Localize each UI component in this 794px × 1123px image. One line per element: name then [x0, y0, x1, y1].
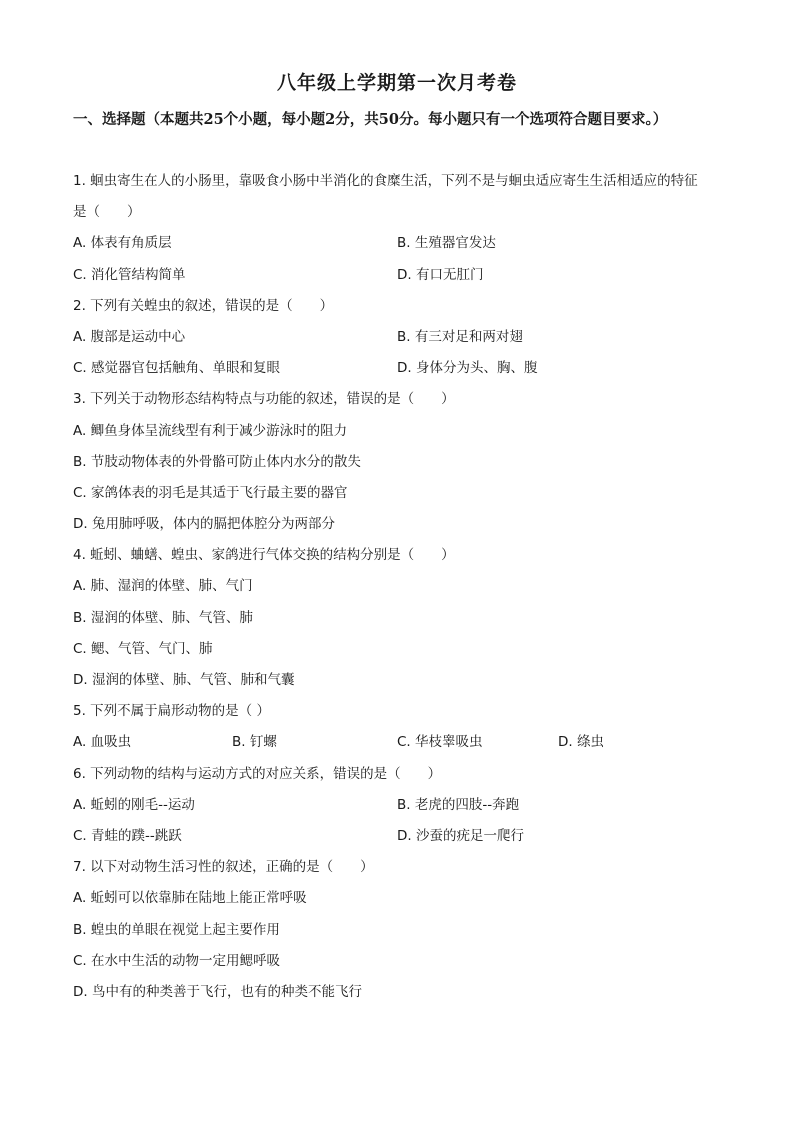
option-a: A. 体表有角质层 — [73, 235, 172, 252]
question-2-options-row-1 — [73, 322, 723, 353]
question-5-options-row — [73, 727, 723, 758]
option-c: C. 消化管结构简单 — [73, 266, 186, 283]
option-c: C. 鳃、气管、气门、肺 — [73, 640, 213, 657]
option-d: D. 沙蚕的疣足一爬行 — [397, 827, 524, 844]
option-a: A. 血吸虫 — [73, 734, 132, 751]
question-7-stem: 7. 以下对动物生活习性的叙述，正确的是（ ） — [73, 859, 374, 876]
question-6-stem: 6. 下列动物的结构与运动方式的对应关系，错误的是（ ） — [73, 765, 442, 782]
question-1-options-row-2 — [73, 260, 723, 291]
option-a: A. 肺、湿润的体壁、肺、气门 — [73, 578, 253, 595]
question-1-stem: 1. 蛔虫寄生在人的小肠里，靠吸食小肠中半消化的食糜生活，下列不是与蛔虫适应寄生生活相适应的特征 — [73, 173, 698, 189]
option-c: C. 青蛙的蹼--跳跃 — [73, 827, 182, 844]
option-d: D. 兔用肺呼吸，体内的膈把体腔分为两部分 — [73, 516, 335, 533]
question-6-options-row-1 — [73, 790, 723, 821]
question-4-stem: 4. 蚯蚓、蛐蟮、蝗虫、家鸽进行气体交换的结构分别是（ ） — [73, 547, 455, 564]
option-d: D. 有口无肛门 — [397, 266, 484, 283]
option-a: A. 蚯蚓的刚毛--运动 — [73, 796, 195, 813]
option-d: D. 鸟中有的种类善于飞行，也有的种类不能飞行 — [73, 983, 362, 1000]
question-5-stem: 5. 下列不属于扁形动物的是（ ） — [73, 703, 270, 720]
option-b: B. 湿润的体壁、肺、气管、肺 — [73, 609, 253, 626]
question-1-options-row-1 — [73, 228, 723, 259]
option-b: B. 生殖器官发达 — [397, 235, 496, 252]
option-a: A. 蚯蚓可以依靠肺在陆地上能正常呼吸 — [73, 890, 307, 907]
option-d: D. 绦虫 — [558, 734, 604, 751]
page-title: 八年级上学期第一次月考卷 — [276, 72, 517, 94]
option-b: B. 老虎的四肢--奔跑 — [397, 796, 520, 813]
option-c: C. 在水中生活的动物一定用鳃呼吸 — [73, 952, 281, 969]
option-b: B. 有三对足和两对翅 — [397, 328, 523, 345]
option-c: C. 感觉器官包括触角、单眼和复眼 — [73, 360, 281, 377]
question-1-stem-cont: 是（ ） — [73, 204, 141, 221]
option-b: B. 蝗虫的单眼在视觉上起主要作用 — [73, 921, 280, 938]
option-b: B. 节肢动物体表的外骨骼可防止体内水分的散失 — [73, 453, 361, 470]
option-a: A. 腹部是运动中心 — [73, 328, 186, 345]
question-list — [73, 166, 723, 1008]
question-2-stem: 2. 下列有关蝗虫的叙述，错误的是（ ） — [73, 297, 334, 314]
question-2-options-row-2 — [73, 353, 723, 384]
option-c: C. 家鸽体表的羽毛是其适于飞行最主要的器官 — [73, 484, 348, 501]
option-d: D. 湿润的体壁、肺、气管、肺和气囊 — [73, 672, 295, 688]
option-b: B. 钉螺 — [232, 734, 277, 751]
question-3-stem: 3. 下列关于动物形态结构特点与功能的叙述，错误的是（ ） — [73, 391, 455, 408]
option-c: C. 华枝睾吸虫 — [397, 734, 483, 751]
option-d: D. 身体分为头、胸、腹 — [397, 360, 538, 377]
section-heading: 一、选择题（本题共25个小题，每小题2分，共50分。每小题只有一个选项符合题目要求。） — [73, 111, 668, 128]
question-6-options-row-2 — [73, 821, 723, 852]
option-a: A. 鲫鱼身体呈流线型有利于减少游泳时的阻力 — [73, 422, 348, 439]
